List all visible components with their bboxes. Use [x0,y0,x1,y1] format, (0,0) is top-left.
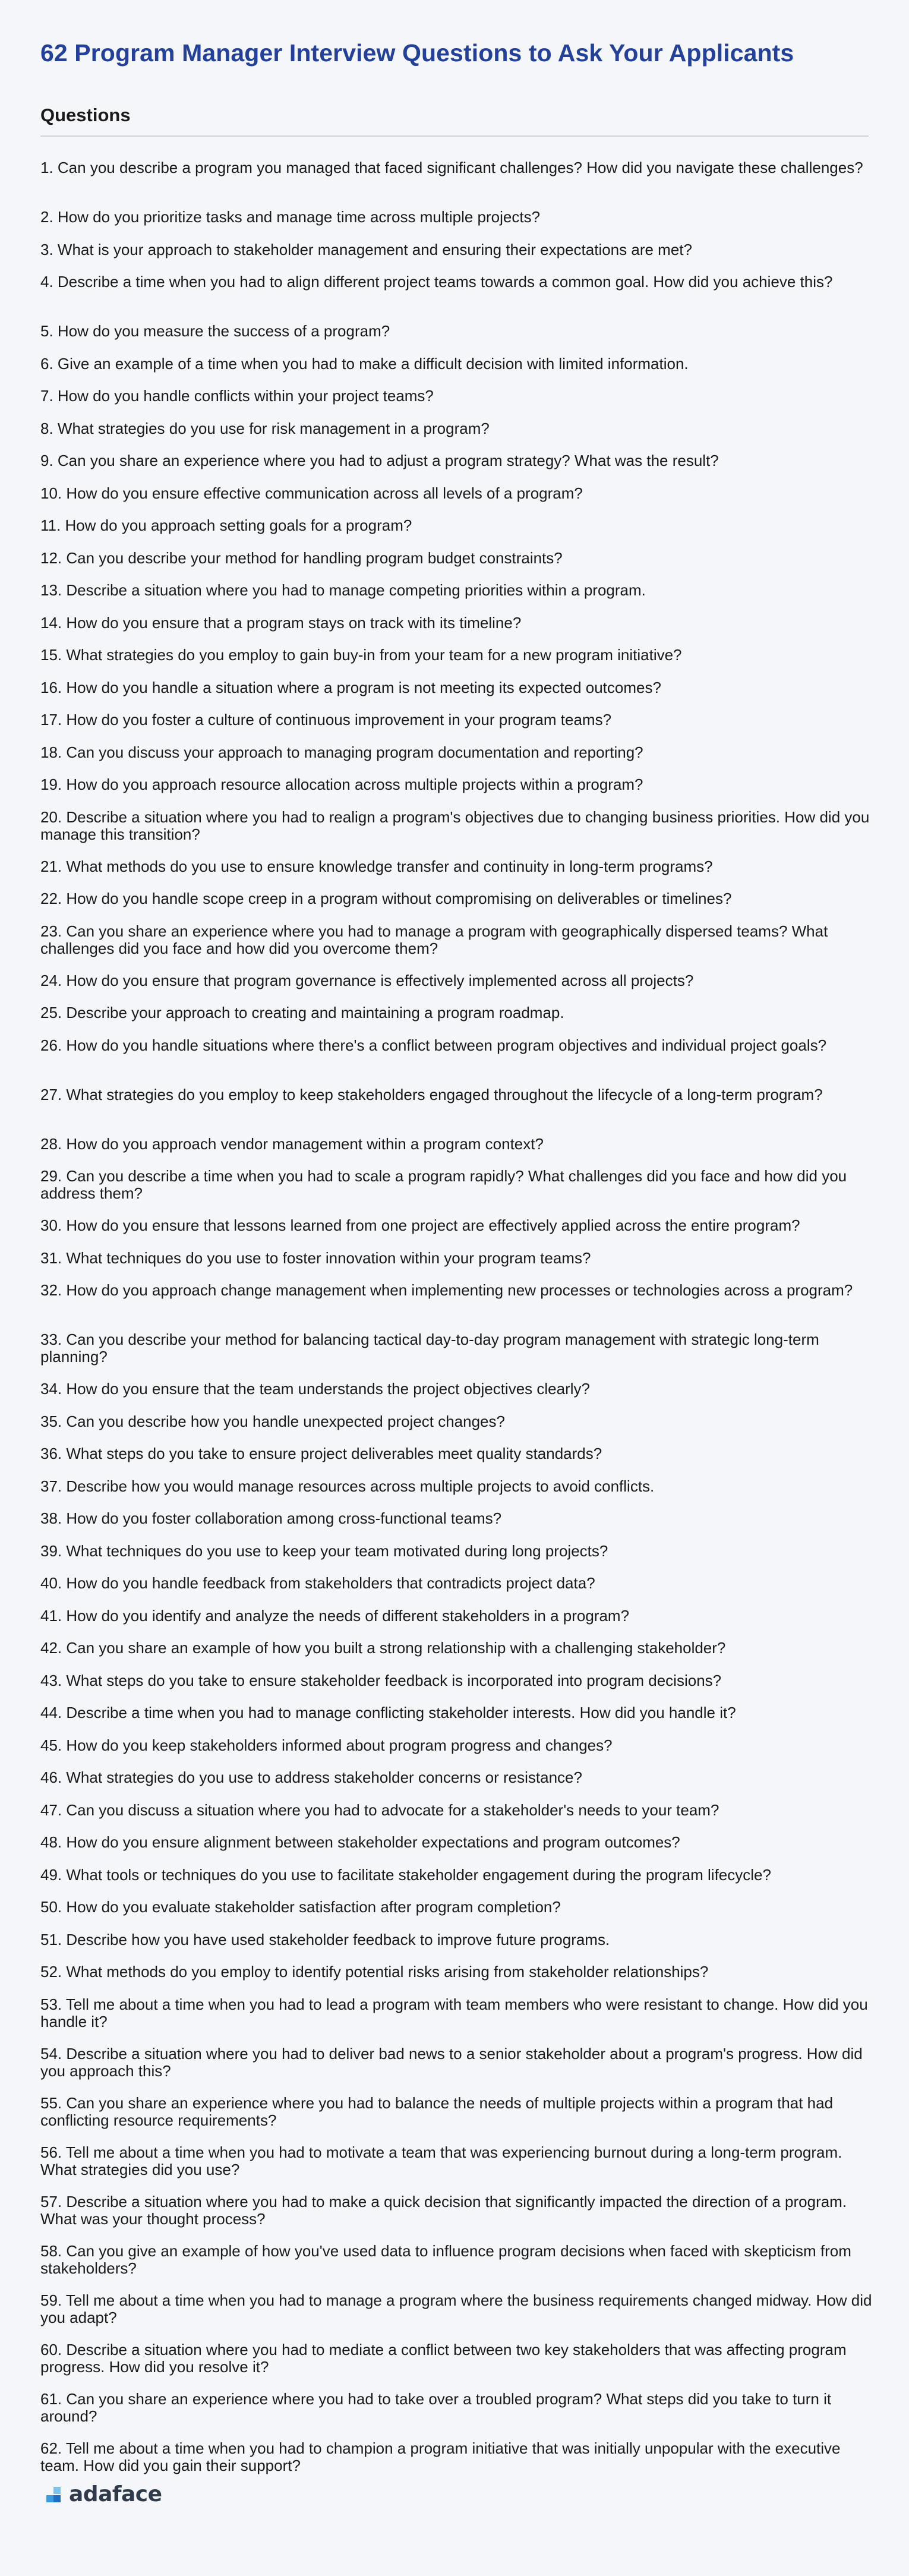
question-item: 50. How do you evaluate stakeholder satisfaction after program completion? [40,1898,561,1916]
question-item: 17. How do you foster a culture of continuous improvement in your program teams? [40,711,612,729]
question-item: 9. Can you share an experience where you had to adjust a program strategy? What was the result? [40,452,719,469]
question-item: 52. What methods do you employ to identify potential risks arising from stakeholder relationships? [40,1963,709,1981]
question-item: 35. Can you describe how you handle unexpected project changes? [40,1412,505,1430]
adaface-logo-icon [45,2486,63,2504]
question-item: 49. What tools or techniques do you use to facilitate stakeholder engagement during the program lifecycle? [40,1865,771,1884]
question-item: 4. Describe a time when you had to align different project teams towards a common goal. How did you achieve this? [40,273,833,291]
question-item: 39. What techniques do you use to keep your team motivated during long projects? [40,1541,608,1560]
question-item: 28. How do you approach vendor management within a program context? [40,1134,544,1153]
question-item: 7. How do you handle conflicts within your project teams? [40,387,434,405]
question-item: 62. Tell me about a time when you had to champion a program initiative that was initially unpopular with the executive team. How did you gain their support? [40,2439,841,2474]
question-item: 2. How do you prioritize tasks and manage time across multiple projects? [40,208,541,226]
question-item: 45. How do you keep stakeholders informed about program progress and changes? [40,1736,613,1754]
question-item: 15. What strategies do you employ to gain buy-in from your team for a new program initiative? [40,646,682,664]
question-item: 1. Can you describe a program you managed that faced significant challenges? How did you navigate these challenges? [40,159,863,176]
question-item: 61. Can you share an experience where you had to take over a troubled program? What steps did you take to turn it around? [40,2389,832,2425]
question-item: 56. Tell me about a time when you had to motivate a team that was experiencing burnout during a long-term program. What strategies did you use? [40,2143,842,2178]
question-item: 48. How do you ensure alignment between stakeholder expectations and program outcomes? [40,1833,680,1851]
brand-name: adaface [69,2482,162,2506]
question-item: 5. How do you measure the success of a program? [40,322,390,340]
question-item: 10. How do you ensure effective communication across all levels of a program? [40,484,583,502]
question-item: 47. Can you discuss a situation where you had to advocate for a stakeholder's needs to your team? [40,1801,719,1819]
question-item: 40. How do you handle feedback from stakeholders that contradicts project data? [40,1574,595,1592]
question-item: 33. Can you describe your method for balancing tactical day-to-day program management with strategic long-term planning? [40,1330,819,1366]
question-item: 8. What strategies do you use for risk management in a program? [40,419,490,437]
question-item: 58. Can you give an example of how you've used data to influence program decisions when faced with skepticism from stakeholders? [40,2241,851,2277]
question-item: 51. Describe how you have used stakeholder feedback to improve future programs. [40,1930,610,1948]
question-item: 42. Can you share an example of how you built a strong relationship with a challenging stakeholder? [40,1639,726,1657]
section-divider [40,135,869,137]
question-item: 16. How do you handle a situation where a program is not meeting its expected outcomes? [40,678,661,696]
question-item: 36. What steps do you take to ensure project deliverables meet quality standards? [40,1445,602,1462]
page-title: 62 Program Manager Interview Questions to Ask Your Applicants [40,39,794,67]
question-item: 13. Describe a situation where you had to manage competing priorities within a program. [40,581,646,599]
brand-logo [45,2483,162,2506]
question-item: 18. Can you discuss your approach to managing program documentation and reporting? [40,743,643,761]
question-item: 54. Describe a situation where you had to deliver bad news to a senior stakeholder about a program's progress. How did you approach this? [40,2044,863,2080]
question-item: 60. Describe a situation where you had to mediate a conflict between two key stakeholders that was affecting program progress. How did you resolve it? [40,2340,847,2376]
question-item: 24. How do you ensure that program governance is effectively implemented across all projects? [40,971,694,989]
question-item: 20. Describe a situation where you had to realign a program's objectives due to changing business priorities. How did you manage this transition? [40,808,870,843]
question-item: 59. Tell me about a time when you had to manage a program where the business requirements changed midway. How did you adapt? [40,2291,872,2326]
question-item: 23. Can you share an experience where you had to manage a program with geographically dispersed teams? What challenges did you face and how did you overcome them? [40,922,828,957]
question-list [40,159,872,2489]
question-item: 34. How do you ensure that the team understands the project objectives clearly? [40,1380,590,1398]
question-item: 19. How do you approach resource allocation across multiple projects within a program? [40,775,643,793]
question-item: 14. How do you ensure that a program stays on track with its timeline? [40,613,522,632]
question-item: 41. How do you identify and analyze the needs of different stakeholders in a program? [40,1606,630,1625]
question-item: 3. What is your approach to stakeholder management and ensuring their expectations are met? [40,240,692,258]
question-item: 57. Describe a situation where you had to make a quick decision that significantly impacted the direction of a program. What was your thought process? [40,2192,847,2228]
question-item: 32. How do you approach change management when implementing new processes or technologies across a program? [40,1281,853,1299]
question-item: 55. Can you share an experience where you had to balance the needs of multiple projects within a program that had conflicting resource requirements? [40,2093,834,2129]
question-item: 37. Describe how you would manage resources across multiple projects to avoid conflicts. [40,1477,655,1495]
question-item: 29. Can you describe a time when you had to scale a program rapidly? What challenges did you face and how did you address them? [40,1167,847,1202]
question-item: 31. What techniques do you use to foster innovation within your program teams? [40,1248,591,1267]
question-item: 27. What strategies do you employ to keep stakeholders engaged throughout the lifecycle of a long-term program? [40,1085,823,1103]
question-item: 6. Give an example of a time when you had to make a difficult decision with limited information. [40,354,689,373]
question-item: 11. How do you approach setting goals for a program? [40,516,412,534]
question-item: 21. What methods do you use to ensure knowledge transfer and continuity in long-term programs? [40,857,713,875]
question-item: 53. Tell me about a time when you had to lead a program with team members who were resistant to change. How did you handle it? [40,1995,868,2030]
question-item: 12. Can you describe your method for handling program budget constraints? [40,548,563,567]
question-item: 38. How do you foster collaboration among cross-functional teams? [40,1509,502,1527]
question-item: 43. What steps do you take to ensure stakeholder feedback is incorporated into program decisions? [40,1671,722,1689]
question-item: 46. What strategies do you use to address stakeholder concerns or resistance? [40,1768,582,1786]
question-item: 30. How do you ensure that lessons learned from one project are effectively applied across the entire program? [40,1216,800,1234]
question-item: 22. How do you handle scope creep in a program without compromising on deliverables or timelines? [40,890,732,907]
question-item: 26. How do you handle situations where there's a conflict between program objectives and individual project goals? [40,1036,827,1054]
question-item: 44. Describe a time when you had to manage conflicting stakeholder interests. How did you handle it? [40,1704,736,1721]
section-heading: Questions [40,105,131,125]
question-item: 25. Describe your approach to creating and maintaining a program roadmap. [40,1004,564,1021]
